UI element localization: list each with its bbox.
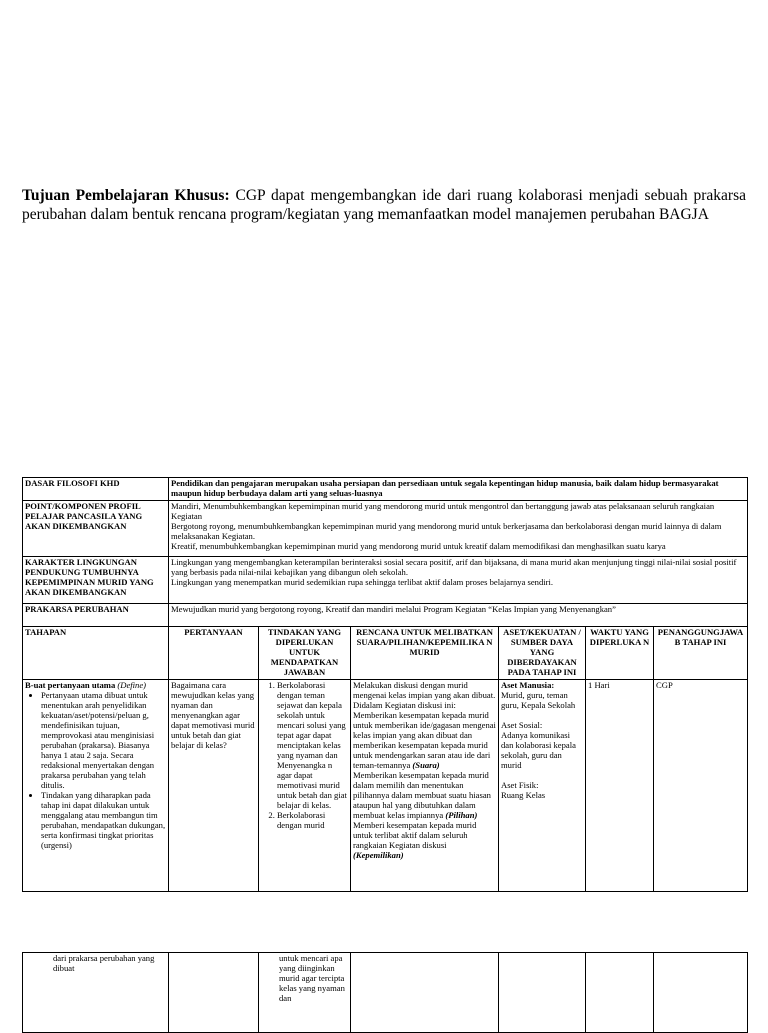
aset-sosial-value: Adanya komunikasi dan kolaborasi kepala sekolah, guru dan murid (501, 730, 576, 770)
dasar-filosofi-label: DASAR FILOSOFI KHD (23, 478, 169, 501)
karakter-value-2: Lingkungan yang menempatkan murid sedemikian rupa sehingga terlibat aktif dalam proses belajarnya sendiri. (171, 577, 554, 587)
profil-kreatif: Kreatif, menumbuhkembangkan kepemimpinan murid yang mendorong murid untuk kreatif dalam memodifikasi dan menghasilkan suatu karya (171, 541, 666, 551)
learning-objective-text: CGP dapat mengembangkan ide dari ruang kolaborasi menjadi sebuah prakarsa perubahan dalam bentuk rencana program/kegiatan yang memanfaatkan model manajemen perubahan BAGJA (22, 187, 746, 223)
b-aset-cell (499, 680, 586, 892)
b-tahapan-cell (23, 680, 169, 892)
b-rencana-kepemilikan-text: Memberi kesempatan kepada murid untuk terlibat aktif dalam seluruh rangkaian Kegiatan diskusi (353, 820, 477, 850)
learning-objective-label: Tujuan Pembelajaran Khusus: (22, 187, 230, 204)
row-continued (23, 953, 748, 1033)
b-tindakan-list (261, 680, 348, 830)
cont-rencana (351, 953, 499, 1033)
prakarsa-label: PRAKARSA PERUBAHAN (23, 604, 169, 627)
header-waktu: WAKTU YANG DIPERLUKA N (586, 627, 654, 680)
dasar-filosofi-value: Pendidikan dan pengajaran merupakan usaha persiapan dan persediaan untuk segala kepentingan hidup manusia, baik dalam hidup bermasyarakat maupun hidup berbudaya dalam arti yang seluas-luasnya (169, 478, 748, 501)
aset-manusia-label: Aset Manusia: (501, 680, 555, 690)
b-tahapan-list (25, 690, 166, 850)
prakarsa-value: Mewujudkan murid yang bergotong royong, Kreatif dan mandiri melalui Program Kegiatan “Kelas Impian yang Menyenangkan” (169, 604, 748, 627)
b-tindakan-item-1: 1. Berkolaborasi dengan teman sejawat dan kepala sekolah untuk mencari solusi yang tepat agar dapat menciptakan kelas yang nyaman dan Menyenangka n agar dapat memotivasi murid untuk betah dan giat belajar di kelas. (277, 680, 348, 810)
bagja-plan-table (22, 477, 748, 892)
b-rencana-suara (353, 710, 496, 770)
bagja-plan-table-continued (22, 952, 748, 1033)
aset-manusia-value: Murid, guru, teman guru, Kepala Sekolah (501, 690, 576, 710)
b-tahapan-define: (Define) (115, 680, 147, 690)
header-tahapan: TAHAPAN (23, 627, 169, 680)
b-rencana-pilihan-tag: (Pilihan) (445, 810, 478, 820)
karakter-lingkungan-value (169, 557, 748, 604)
row-dasar-filosofi (23, 478, 748, 501)
cont-aset (499, 953, 586, 1033)
b-rencana-suara-tag: (Suara) (412, 760, 440, 770)
b-rencana-kepemilikan (353, 820, 496, 860)
profil-mandiri: Mandiri, Menumbuhkembangkan kepemimpinan murid yang mendorong murid untuk mengontrol dan bertanggung jawab atas pelaksanaan seluruh rangkaian Kegiatan (171, 501, 715, 521)
b-rencana-pilihan-text: Memberikan kesempatan kepada murid dalam memilih dan menentukan pilihannya dalam membuat suatu hiasan ataupun hal yang dibutuhkan dalam membuat kelas impiannya (353, 770, 491, 820)
b-rencana-suara-text: Memberikan kesempatan kepada murid untuk memberikan ide/gagasan mengenai kelas impian yang akan dibuat dan memberikan kesempatan kepada murid untuk mendengarkan saran atau ide dari teman-temannya (353, 710, 496, 770)
cont-waktu (586, 953, 654, 1033)
b-tindakan-item-2: 2. Berkolaborasi dengan murid (277, 810, 348, 830)
karakter-lingkungan-label: KARAKTER LINGKUNGAN PENDUKUNG TUMBUHNYA KEPEMIMPINAN MURID YANG AKAN DIKEMBANGKAN (23, 557, 169, 604)
header-pertanyaan: PERTANYAAN (169, 627, 259, 680)
b-tindakan-cell (259, 680, 351, 892)
b-rencana-cell (351, 680, 499, 892)
aset-fisik-value: Ruang Kelas (501, 790, 546, 800)
b-rencana-kepemilikan-tag: (Kepemilikan) (353, 850, 404, 860)
cont-pertanyaan (169, 953, 259, 1033)
b-pertanyaan: Bagaimana cara mewujudkan kelas yang nyaman dan menyenangkan agar dapat memotivasi murid untuk betah dan giat belajar di kelas? (169, 680, 259, 892)
b-rencana-intro: Melakukan diskusi dengan murid mengenai kelas impian yang akan dibuat. Didalam Kegiatan diskusi ini: (353, 680, 496, 710)
cont-tahapan: dari prakarsa perubahan yang dibuat (23, 953, 169, 1033)
header-row (23, 627, 748, 680)
b-tahapan-title: B-uat pertanyaan utama (25, 680, 116, 690)
row-prakarsa-perubahan (23, 604, 748, 627)
row-profil-pelajar (23, 501, 748, 557)
profil-pelajar-value (169, 501, 748, 557)
profil-gotong-royong: Bergotong royong, menumbuhkembangkan kepemimpinan murid yang mendorong murid untuk berkerjasama dan berkolaborasi dengan murid lainnya di dalam melaksanakan Kegiatan. (171, 521, 722, 541)
header-tindakan: TINDAKAN YANG DIPERLUKAN UNTUK MENDAPATKAN JAWABAN (259, 627, 351, 680)
b-tahapan-bullet-2: • Tindakan yang diharapkan pada tahap ini dapat dilakukan untuk menggalang atau membangun tim perubahan, mendapatkan dukungan, serta konfirmasi tingkat prioritas (urgensi) (41, 790, 166, 850)
b-rencana-pilihan (353, 770, 496, 820)
row-karakter-lingkungan (23, 557, 748, 604)
b-penanggung-jawab: CGP (654, 680, 748, 892)
learning-objective (22, 186, 746, 224)
header-penanggung-jawab: PENANGGUNGJAWA B TAHAP INI (654, 627, 748, 680)
row-b-define (23, 680, 748, 892)
cont-penanggung-jawab (654, 953, 748, 1033)
profil-pelajar-label: POINT/KOMPONEN PROFIL PELAJAR PANCASILA YANG AKAN DIKEMBANGKAN (23, 501, 169, 557)
aset-sosial-label: Aset Sosial: (501, 720, 543, 730)
header-rencana: RENCANA UNTUK MELIBATKAN SUARA/PILIHAN/KEPEMILIKA N MURID (351, 627, 499, 680)
b-waktu: 1 Hari (586, 680, 654, 892)
b-tahapan-bullet-1: • Pertanyaan utama dibuat untuk menentukan arah penyelidikan kekuatan/aset/potensi/peluan g, mendefinisikan tujuan, memprovokasi atau menginisiasi perubahan (prakarsa). Biasanya hanya 1 atau 2 saja. Secara redaksional menyertakan dengan prakarsa perubahan yang telah ditulis. (41, 690, 166, 790)
karakter-value-1: Lingkungan yang mengembangkan keterampilan berinteraksi sosial secara positif, arif dan bijaksana, di mana murid akan menjunjung tinggi nilai-nilai sosial positif yang berbasis pada nilai-nilai kebajikan yang dibangun oleh sekolah. (171, 557, 737, 577)
cont-tindakan: untuk mencari apa yang diinginkan murid agar tercipta kelas yang nyaman dan (259, 953, 351, 1033)
aset-fisik-label: Aset Fisik: (501, 780, 539, 790)
header-aset: ASET/KEKUATAN / SUMBER DAYA YANG DIBERDAYAKAN PADA TAHAP INI (499, 627, 586, 680)
